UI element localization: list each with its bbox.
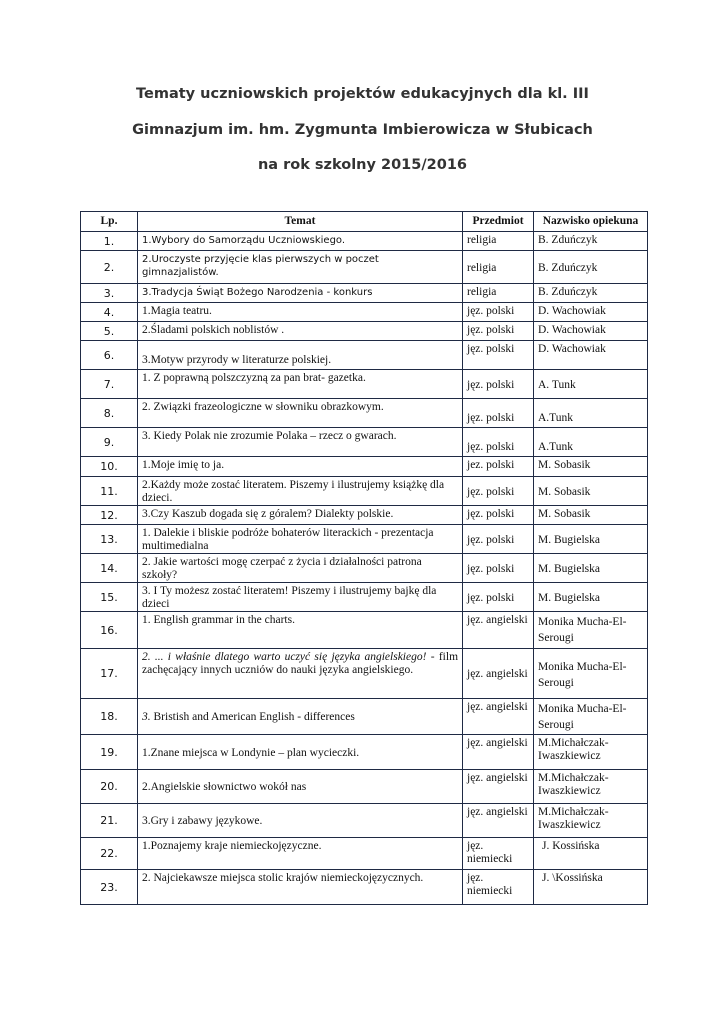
temat-text-part: Bristish and American English - differences	[153, 711, 355, 723]
cell-opiekun: A.Tunk	[534, 399, 648, 428]
cell-przedmiot: jęz. polski	[463, 554, 534, 583]
cell-opiekun: Monika Mucha-El-Serougi	[534, 612, 648, 649]
cell-temat: 3.Tradycja Świąt Bożego Narodzenia - konkurs	[138, 284, 463, 303]
table-row	[81, 735, 648, 770]
column-header-lp: Lp.	[81, 212, 138, 232]
cell-lp: 6.	[81, 341, 138, 370]
cell-opiekun: A. Tunk	[534, 370, 648, 399]
cell-temat	[138, 649, 463, 699]
table-row	[81, 838, 648, 870]
cell-przedmiot: jęz. polski	[463, 525, 534, 554]
cell-lp: 14.	[81, 554, 138, 583]
cell-przedmiot: jez. polski	[463, 457, 534, 477]
projects-table	[80, 211, 648, 905]
cell-lp: 23.	[81, 870, 138, 905]
table-row	[81, 506, 648, 525]
temat-text-part: film zachęcający innych uczniów do nauki języka angielskiego.	[142, 651, 459, 676]
cell-opiekun: D. Wachowiak	[534, 341, 648, 370]
column-header-przedmiot: Przedmiot	[463, 212, 534, 232]
cell-temat: 1. Dalekie i bliskie podróże bohaterów literackich - prezentacja multimedialna	[138, 525, 463, 554]
cell-przedmiot: jęz. angielski	[463, 804, 534, 838]
cell-przedmiot: religia	[463, 284, 534, 303]
table-row	[81, 477, 648, 506]
table-row	[81, 554, 648, 583]
column-header-temat: Temat	[138, 212, 463, 232]
cell-przedmiot: jęz. angielski	[463, 770, 534, 804]
cell-temat: 3.Czy Kaszub dogada się z góralem? Dialekty polskie.	[138, 506, 463, 525]
table-row	[81, 428, 648, 457]
cell-temat: 1. Z poprawną polszczyzną za pan brat- gazetka.	[138, 370, 463, 399]
cell-lp: 12.	[81, 506, 138, 525]
cell-lp: 19.	[81, 735, 138, 770]
cell-opiekun: M. Sobasik	[534, 477, 648, 506]
cell-przedmiot: jęz. polski	[463, 506, 534, 525]
cell-lp: 3.	[81, 284, 138, 303]
cell-temat: 2.Angielskie słownictwo wokół nas	[138, 770, 463, 804]
cell-temat: 1.Magia teatru.	[138, 303, 463, 322]
cell-opiekun: M.Michałczak-Iwaszkiewicz	[534, 804, 648, 838]
cell-opiekun: D. Wachowiak	[534, 303, 648, 322]
cell-przedmiot: jęz. polski	[463, 341, 534, 370]
cell-opiekun: M. Bugielska	[534, 583, 648, 612]
cell-lp: 8.	[81, 399, 138, 428]
cell-lp: 22.	[81, 838, 138, 870]
cell-temat: 1.Moje imię to ja.	[138, 457, 463, 477]
cell-lp: 1.	[81, 232, 138, 251]
cell-przedmiot: jęz. polski	[463, 370, 534, 399]
cell-temat: 2. Najciekawsze miejsca stolic krajów niemieckojęzycznych.	[138, 870, 463, 905]
cell-opiekun: Monika Mucha-El-Serougi	[534, 699, 648, 735]
table-row	[81, 804, 648, 838]
table-row	[81, 284, 648, 303]
cell-temat: 2. Związki frazeologiczne w słowniku obrazkowym.	[138, 399, 463, 428]
document-title-line-2: Gimnazjum im. hm. Zygmunta Imbierowicza w Słubicach	[132, 122, 593, 138]
cell-lp: 21.	[81, 804, 138, 838]
cell-opiekun: D. Wachowiak	[534, 322, 648, 341]
table-row	[81, 583, 648, 612]
table-header-row	[81, 212, 648, 232]
cell-temat: 3.Motyw przyrody w literaturze polskiej.	[138, 341, 463, 370]
cell-temat: 3. Kiedy Polak nie zrozumie Polaka – rzecz o gwarach.	[138, 428, 463, 457]
cell-przedmiot: jęz. polski	[463, 322, 534, 341]
cell-opiekun: B. Zduńczyk	[534, 284, 648, 303]
cell-opiekun: B. Zduńczyk	[534, 251, 648, 284]
temat-italic-part: 2. ... i właśnie dlatego warto uczyć się języka angielskiego! -	[142, 651, 435, 663]
cell-temat: 1.Wybory do Samorządu Uczniowskiego.	[138, 232, 463, 251]
cell-temat: 3. I Ty możesz zostać literatem! Piszemy i ilustrujemy bajkę dla dzieci	[138, 583, 463, 612]
table-row	[81, 232, 648, 251]
cell-przedmiot: jęz. polski	[463, 477, 534, 506]
table-row	[81, 770, 648, 804]
cell-opiekun: A.Tunk	[534, 428, 648, 457]
cell-temat: 1.Poznajemy kraje niemieckojęzyczne.	[138, 838, 463, 870]
cell-przedmiot: jęz. polski	[463, 399, 534, 428]
cell-przedmiot: jęz. polski	[463, 583, 534, 612]
cell-lp: 15.	[81, 583, 138, 612]
table-row	[81, 370, 648, 399]
cell-opiekun: M. Sobasik	[534, 457, 648, 477]
cell-lp: 9.	[81, 428, 138, 457]
column-header-opiekun: Nazwisko opiekuna	[534, 212, 648, 232]
cell-opiekun: M. Sobasik	[534, 506, 648, 525]
table-row	[81, 525, 648, 554]
cell-lp: 7.	[81, 370, 138, 399]
document-title-line-3: na rok szkolny 2015/2016	[257, 157, 468, 173]
cell-temat	[138, 699, 463, 735]
cell-opiekun: M. Bugielska	[534, 554, 648, 583]
cell-lp: 4.	[81, 303, 138, 322]
temat-italic-part: 3.	[142, 711, 151, 723]
table-row	[81, 457, 648, 477]
cell-lp: 13.	[81, 525, 138, 554]
cell-lp: 11.	[81, 477, 138, 506]
table-row	[81, 699, 648, 735]
table-row	[81, 399, 648, 428]
cell-przedmiot: jęz. angielski	[463, 699, 534, 735]
cell-temat: 2. Jakie wartości mogę czerpać z życia i działalności patrona szkoły?	[138, 554, 463, 583]
table-row	[81, 870, 648, 905]
cell-lp: 10.	[81, 457, 138, 477]
cell-temat: 1.Znane miejsca w Londynie – plan wycieczki.	[138, 735, 463, 770]
cell-lp: 16.	[81, 612, 138, 649]
cell-przedmiot: jęz. angielski	[463, 735, 534, 770]
cell-lp: 2.	[81, 251, 138, 284]
table-row	[81, 612, 648, 649]
cell-opiekun: M.Michałczak-Iwaszkiewicz	[534, 770, 648, 804]
cell-opiekun: M. Bugielska	[534, 525, 648, 554]
cell-temat: 1. English grammar in the charts.	[138, 612, 463, 649]
cell-przedmiot: jęz. niemiecki	[463, 870, 534, 905]
table-row	[81, 303, 648, 322]
cell-opiekun: M.Michałczak-Iwaszkiewicz	[534, 735, 648, 770]
cell-przedmiot: jęz. polski	[463, 428, 534, 457]
cell-przedmiot: jęz. polski	[463, 303, 534, 322]
cell-opiekun: J. \Kossińska	[534, 870, 648, 905]
cell-temat: 2.Każdy może zostać literatem. Piszemy i ilustrujemy książkę dla dzieci.	[138, 477, 463, 506]
cell-temat: 3.Gry i zabawy językowe.	[138, 804, 463, 838]
cell-przedmiot: jęz. angielski	[463, 612, 534, 649]
cell-przedmiot: jęz. angielski	[463, 649, 534, 699]
cell-temat: 2.Uroczyste przyjęcie klas pierwszych w poczet gimnazjalistów.	[138, 251, 463, 284]
cell-lp: 20.	[81, 770, 138, 804]
table-row	[81, 649, 648, 699]
table-row	[81, 251, 648, 284]
cell-opiekun: B. Zduńczyk	[534, 232, 648, 251]
cell-opiekun: J. Kossińska	[534, 838, 648, 870]
table-row	[81, 341, 648, 370]
cell-lp: 18.	[81, 699, 138, 735]
cell-lp: 5.	[81, 322, 138, 341]
document-title-line-1: Tematy uczniowskich projektów edukacyjnych dla kl. III	[136, 86, 589, 102]
cell-przedmiot: religia	[463, 232, 534, 251]
cell-lp: 17.	[81, 649, 138, 699]
cell-przedmiot: jęz. niemiecki	[463, 838, 534, 870]
cell-temat: 2.Śladami polskich noblistów .	[138, 322, 463, 341]
table-row	[81, 322, 648, 341]
cell-opiekun: Monika Mucha-El-Serougi	[534, 649, 648, 699]
cell-przedmiot: religia	[463, 251, 534, 284]
